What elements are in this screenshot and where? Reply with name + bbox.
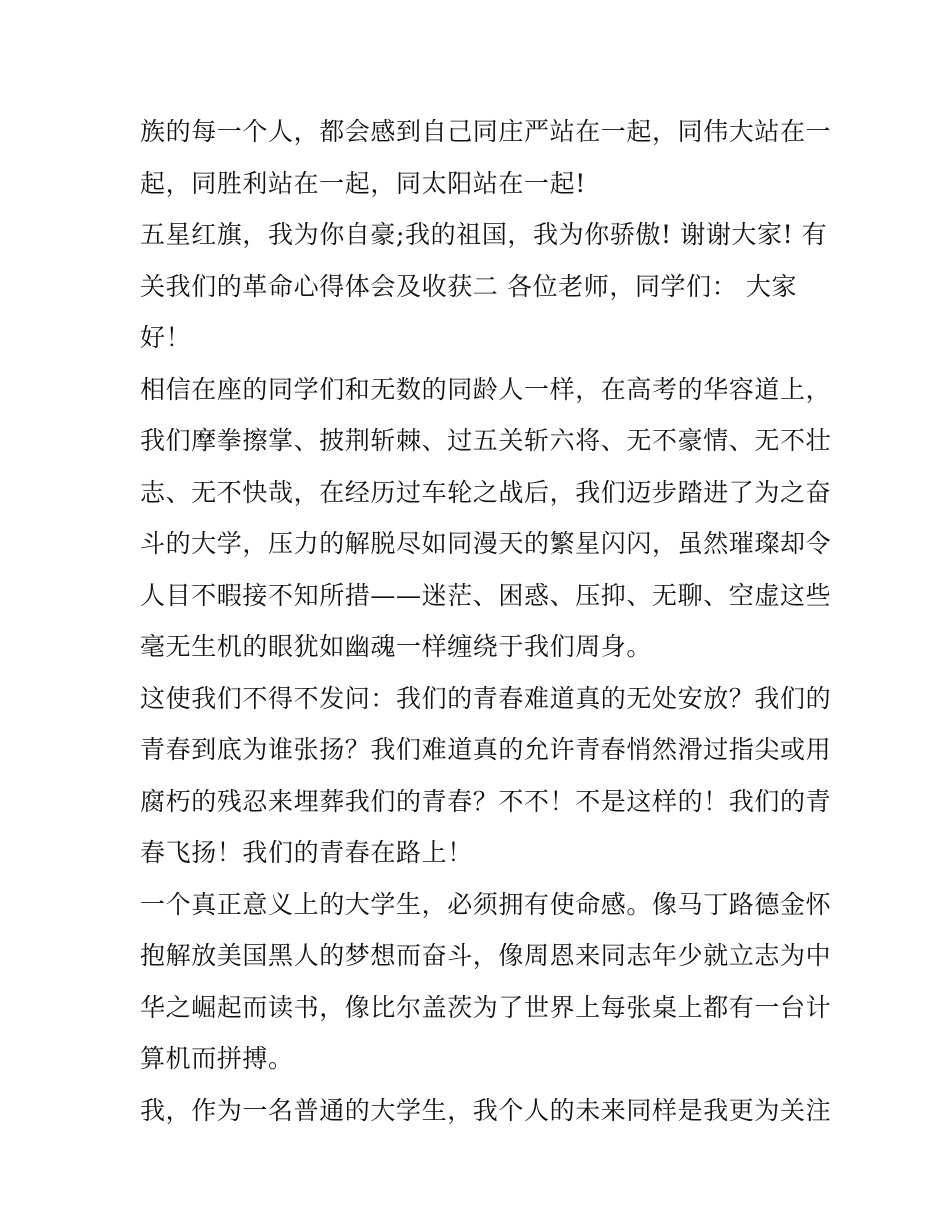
text-line: 这使我们不得不发问：我们的青春难道真的无处安放？我们的 (140, 683, 832, 713)
document-body (140, 106, 832, 1136)
text-line: 族的每一个人，都会感到自己同庄严站在一起，同伟大站在一 (140, 117, 832, 146)
text-line: 毫无生机的眼犹如幽魂一样缠绕于我们周身。 (140, 632, 653, 661)
text-line: 算机而拼搏。 (140, 1044, 294, 1073)
text-line: 华之崛起而读书，像比尔盖茨为了世界上每张桌上都有一台计 (140, 992, 832, 1022)
text-line: 抱解放美国黑人的梦想而奋斗，像周恩来同志年少就立志为中 (140, 941, 832, 970)
text-line: 起，同胜利站在一起，同太阳站在一起! (140, 168, 586, 198)
text-line: 一个真正意义上的大学生，必须拥有使命感。像马丁路德金怀 (140, 889, 832, 919)
text-line: 关我们的革命心得体会及收获二 各位老师，同学们： 大家 (140, 271, 798, 301)
text-line: 斗的大学，压力的解脱尽如同漫天的繁星闪闪，虽然璀璨却令 (140, 529, 832, 558)
text-line: 腐朽的残忍来埋葬我们的青春？不不！不是这样的！我们的青 (140, 786, 832, 816)
text-line: 好！ (140, 323, 192, 352)
text-line: 五星红旗，我为你自豪;我的祖国，我为你骄傲! 谢谢大家! 有 (140, 220, 828, 249)
text-line: 人目不暇接不知所措——迷茫、困惑、压抑、无聊、空虚这些 (140, 580, 832, 610)
text-line: 春飞扬！我们的青春在路上！ (140, 838, 473, 867)
text-line: 我，作为一名普通的大学生，我个人的未来同样是我更为关注 (140, 1095, 832, 1125)
text-line: 志、无不快哉，在经历过车轮之战后，我们迈步踏进了为之奋 (140, 477, 832, 507)
text-line: 青春到底为谁张扬？我们难道真的允许青春悄然滑过指尖或用 (140, 735, 832, 764)
text-line: 相信在座的同学们和无数的同龄人一样，在高考的华容道上， (140, 374, 832, 404)
text-line: 我们摩拳擦掌、披荆斩棘、过五关斩六将、无不豪情、无不壮 (140, 426, 832, 455)
